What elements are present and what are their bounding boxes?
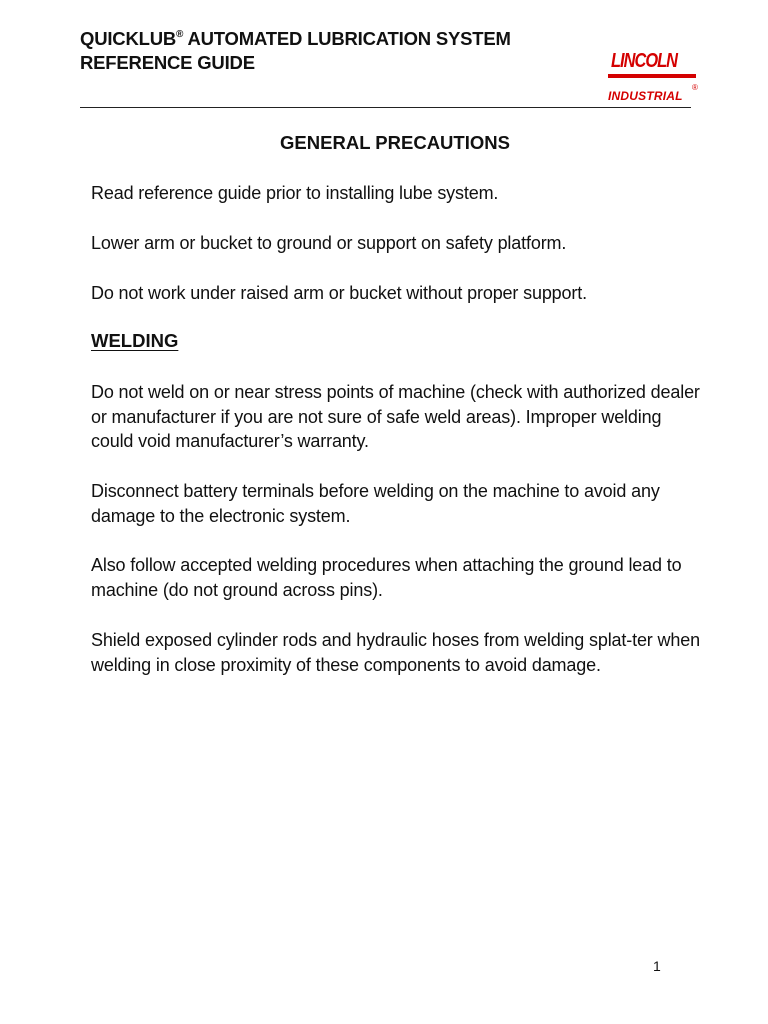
page-number: 1 (653, 958, 661, 974)
registered-mark: ® (176, 29, 184, 40)
header-title-prefix: QUICKLUB (80, 28, 177, 49)
logo-subtitle: INDUSTRIAL (608, 89, 683, 103)
welding-heading: WELDING (91, 330, 179, 351)
logo-bar (608, 74, 696, 78)
general-precautions-title: GENERAL PRECAUTIONS (280, 132, 510, 153)
welding-paragraph: Also follow accepted welding procedures when attaching the ground lead to machine (do not ground across pins). (91, 555, 682, 600)
precaution-paragraph: Do not work under raised arm or bucket without proper support. (91, 283, 587, 303)
logo-name: LINCOLN (611, 50, 677, 72)
welding-paragraph: Disconnect battery terminals before welding on the machine to avoid any damage to the electronic system. (91, 481, 660, 526)
precaution-paragraph: Lower arm or bucket to ground or support on safety platform. (91, 233, 567, 253)
header-title-suffix: AUTOMATED LUBRICATION SYSTEM (183, 28, 511, 49)
lincoln-industrial-logo (604, 50, 704, 106)
precaution-paragraph: Read reference guide prior to installing lube system. (91, 183, 499, 203)
header-divider (80, 107, 691, 108)
logo-registered-mark: ® (692, 83, 698, 92)
header-title-line-2: REFERENCE GUIDE (80, 52, 255, 73)
header-title-line-1 (80, 27, 511, 51)
welding-paragraph: Shield exposed cylinder rods and hydraulic hoses from welding splat-ter when welding in close proximity of these components to avoid damage. (91, 630, 700, 675)
welding-paragraph: Do not weld on or near stress points of machine (check with authorized dealer or manufacturer if you are not sure of safe weld areas). Improper welding could void manufacturer’s warranty. (91, 382, 700, 451)
document-header-title (80, 27, 511, 75)
